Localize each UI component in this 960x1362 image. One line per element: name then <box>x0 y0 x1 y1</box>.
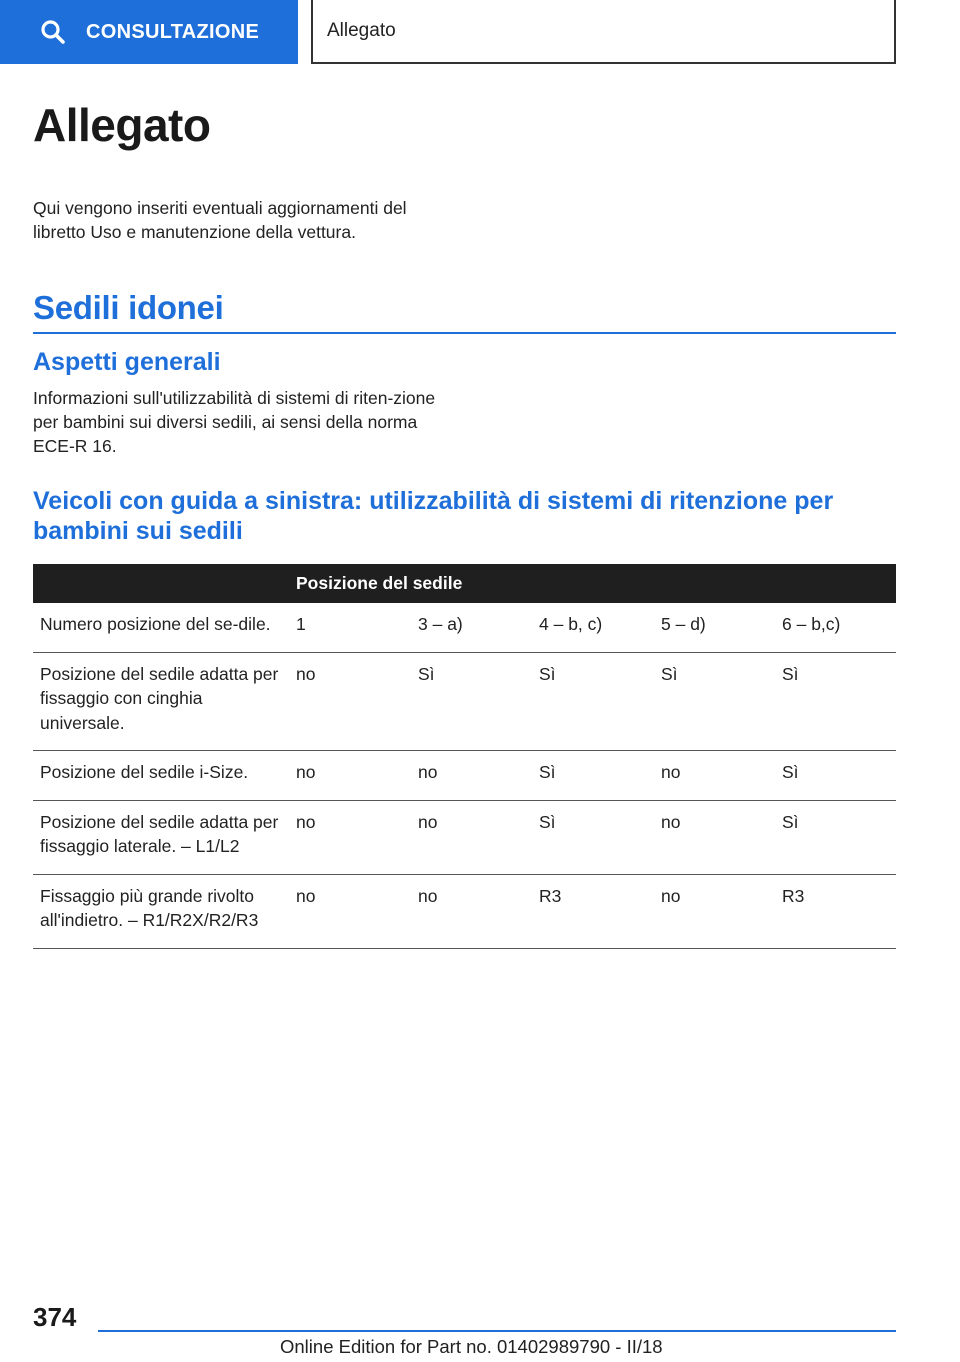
seat-table <box>33 564 896 949</box>
table-header-cell: Posizione del sedile <box>289 564 896 603</box>
table-row <box>33 652 896 751</box>
table-cell: no <box>654 800 775 874</box>
table-row <box>33 603 896 652</box>
table-cell: no <box>289 652 411 751</box>
table-cell: R3 <box>532 874 654 948</box>
breadcrumb-label: Allegato <box>327 20 396 41</box>
page-title: Allegato <box>33 99 211 151</box>
table-cell: Numero posizione del se-dile. <box>33 603 289 652</box>
table-cell: Sì <box>532 751 654 801</box>
table-cell: 3 – a) <box>411 603 532 652</box>
page-number: 374 <box>33 1302 77 1332</box>
table-cell: Sì <box>532 800 654 874</box>
footer-edition: Online Edition for Part no. 01402989790 - II/18 <box>280 1336 663 1357</box>
consultazione-label: CONSULTAZIONE <box>86 20 260 43</box>
table-cell: Posizione del sedile adatta per fissaggio laterale. – L1/L2 <box>33 800 289 874</box>
subsection-title: Aspetti generali <box>33 348 221 376</box>
table-cell: Sì <box>532 652 654 751</box>
table-title: Veicoli con guida a sinistra: utilizzabilità di sistemi di ritenzione per bambini sui sedili <box>33 487 834 545</box>
consultazione-tab[interactable] <box>0 0 298 64</box>
table-cell: R3 <box>775 874 896 948</box>
table-cell: Posizione del sedile i-Size. <box>33 751 289 801</box>
table-cell: Sì <box>775 751 896 801</box>
table-cell: Posizione del sedile adatta per fissaggio con cinghia universale. <box>33 652 289 751</box>
table-header-empty <box>33 564 289 603</box>
table-cell: Sì <box>775 652 896 751</box>
table-cell: 4 – b, c) <box>532 603 654 652</box>
table-cell: 6 – b,c) <box>775 603 896 652</box>
intro-text: Qui vengono inseriti eventuali aggiornamenti del libretto Uso e manutenzione della vettura. <box>33 198 407 242</box>
table-cell: Sì <box>775 800 896 874</box>
table-cell: Fissaggio più grande rivolto all'indietro. – R1/R2X/R2/R3 <box>33 874 289 948</box>
table-cell: no <box>654 874 775 948</box>
table-header-row <box>33 564 896 603</box>
table-cell: no <box>411 800 532 874</box>
table-cell: 5 – d) <box>654 603 775 652</box>
table-cell: Sì <box>411 652 532 751</box>
breadcrumb[interactable] <box>311 0 896 64</box>
table-row <box>33 751 896 801</box>
table-cell: no <box>289 874 411 948</box>
section-title: Sedili idonei <box>33 289 224 326</box>
subsection-text: Informazioni sull'utilizzabilità di sistemi di riten-zione per bambini sui diversi sedili, ai sensi della norma ECE-R 16. <box>33 388 436 456</box>
table-cell: no <box>411 751 532 801</box>
table-cell: 1 <box>289 603 411 652</box>
section-divider <box>33 332 896 334</box>
table-cell: no <box>289 800 411 874</box>
table-cell: Sì <box>654 652 775 751</box>
table-cell: no <box>411 874 532 948</box>
footer-divider <box>98 1330 896 1332</box>
table-row <box>33 800 896 874</box>
table-row <box>33 874 896 948</box>
search-icon <box>40 19 66 45</box>
table-cell: no <box>654 751 775 801</box>
table-cell: no <box>289 751 411 801</box>
